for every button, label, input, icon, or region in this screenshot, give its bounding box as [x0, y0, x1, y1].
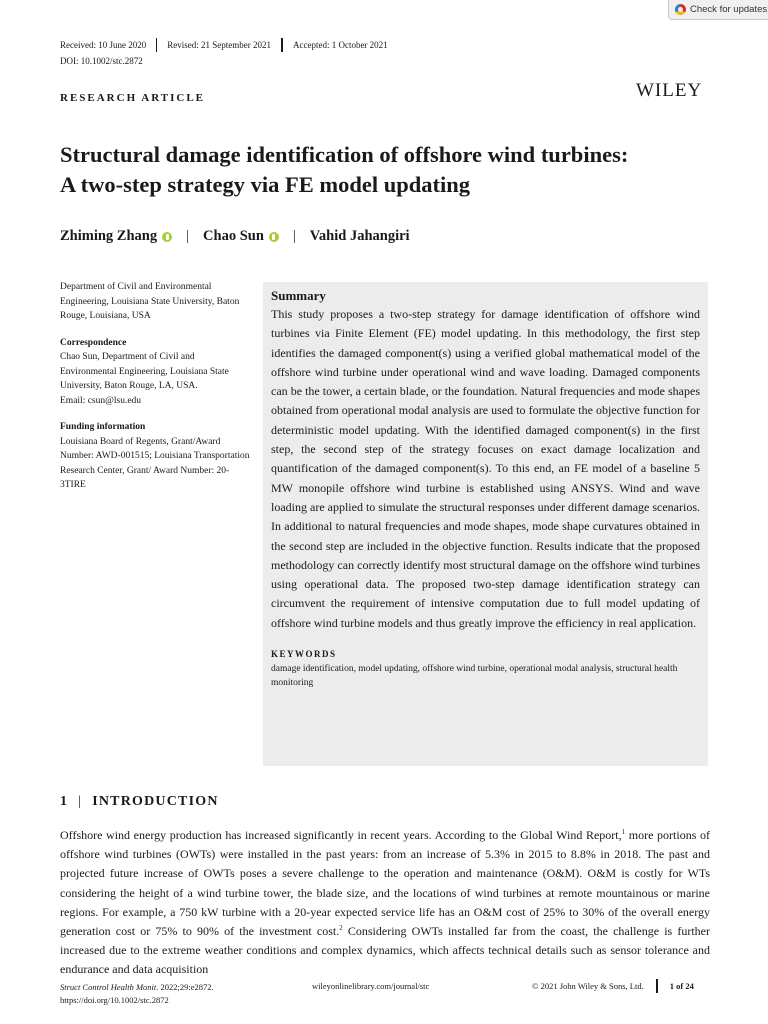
intro-text-part: more portions of offshore wind turbines (OWTs) were installed in the past years: from an increase of 5.3% in 2015 to 8.8% in 2018. The past and projected future increase of OWTs poses a severe challenge to the operation and maintenance (O&M). O&M is costly for WTs considering the height of a wind turbine tower, the blade size, and the locations of wind turbines at remote mountainous or marine regions. For example, a 750 kW turbine with a 20-year expected service life has an O&M cost of 25% to 30% of the overall energy generation cost or 75% to 90% of the investment cost. — [60, 828, 710, 939]
summary-heading: Summary — [271, 288, 326, 303]
funding-text: Louisiana Board of Regents, Grant/Award Number: AWD-001515; Louisiana Transportation Research Center, Grant/ Award Number: 20-3TIRE — [60, 436, 250, 490]
orcid-icon[interactable] — [162, 232, 172, 242]
keywords-heading: KEYWORDS — [271, 649, 337, 660]
article-title — [60, 140, 720, 200]
footer-right — [532, 979, 694, 993]
author-separator: | — [186, 228, 190, 244]
author-info-column — [60, 280, 250, 505]
author-name[interactable]: Zhiming Zhang — [60, 228, 158, 244]
check-for-updates-label: Check for updates — [690, 4, 768, 15]
section-title: INTRODUCTION — [92, 794, 219, 809]
abstract-text: This study proposes a two-step strategy for damage identification of offshore wind turbines via Finite Element (FE) model updating. In this methodology, the first step identifies the damaged component(s) using a verified global mathematical model of the offshore wind turbine under operational wind and wave loading. Damaged components can be the tower, a certain blade, or the foundation. Natural frequencies and mode shapes obtained from operational modal analysis are used to formulate the objective function for deterministic model updating. With the identified damaged component(s) in the first step, the second step of the strategy focuses on exact damage localization and quantification of the damaged component(s). To this end, an FE model of a baseline 5 MW monopile offshore wind turbine is established using ANSYS. Wind and wave loading are applied to simulate the structural responses under different damage scenarios. In additional to natural frequencies and mode shapes, mode shape curvatures obtained in the second step are included in the objective function. Results indicate that the proposed methodology can correctly identify most structural damage on the offshore wind turbines using operational data. The proposed two-step damage identification strategy can circumvent the requirement of intensive computation due to full model updating of offshore wind turbine models and thus greatly improve the efficiency in real application. — [271, 307, 700, 630]
journal-abbrev: Struct Control Health Monit. — [60, 982, 159, 992]
funding-heading: Funding information — [60, 422, 146, 432]
author-list — [60, 228, 410, 245]
author-name[interactable]: Vahid Jahangiri — [309, 228, 410, 244]
introduction-paragraph — [60, 826, 710, 980]
footer-citation — [60, 981, 214, 1007]
doi: DOI: 10.1002/stc.2872 — [60, 56, 143, 66]
correspondence — [60, 336, 250, 409]
received-date: Received: 10 June 2020 — [60, 40, 147, 50]
copyright: © 2021 John Wiley & Sons, Ltd. — [532, 981, 644, 991]
check-for-updates-badge[interactable] — [668, 0, 768, 20]
correspondence-heading: Correspondence — [60, 337, 127, 348]
funding — [60, 420, 250, 493]
section-number: 1 — [60, 794, 69, 809]
author-separator: | — [292, 228, 296, 244]
section-heading-introduction — [60, 794, 219, 810]
article-type: RESEARCH ARTICLE — [60, 92, 206, 104]
accepted-date: Accepted: 1 October 2021 — [281, 38, 398, 52]
intro-text-part: Offshore wind energy production has increased significantly in recent years. According to the Global Wind Report, — [60, 828, 622, 842]
intro-text-part: Considering OWTs installed far from the coast, the challenge is further increased due to the extreme weather conditions and complex dynamics, which affects technical details such as sensor tolerance and endurance and data acquisition — [60, 924, 710, 977]
article-history — [60, 38, 398, 52]
title-line-1: Structural damage identification of offshore wind turbines: — [60, 142, 629, 167]
keywords-list: damage identification, model updating, offshore wind turbine, operational modal analysis, structural health monitoring — [271, 664, 678, 689]
title-line-2: A two-step strategy via FE model updating — [60, 172, 470, 197]
footer-site-link[interactable]: wileyonlinelibrary.com/journal/stc — [312, 981, 430, 991]
affiliation: Department of Civil and Environmental Engineering, Louisiana State University, Baton Rouge, Louisiana, USA — [60, 282, 240, 321]
correspondence-email[interactable]: Email: csun@lsu.edu — [60, 395, 142, 406]
reference-link[interactable]: 1 — [621, 828, 626, 836]
author-name[interactable]: Chao Sun — [203, 228, 264, 244]
crossmark-icon — [675, 4, 686, 15]
orcid-icon[interactable] — [269, 232, 279, 242]
footer-doi-link[interactable]: https://doi.org/10.1002/stc.2872 — [60, 995, 169, 1005]
page-number: 1 of 24 — [656, 979, 694, 993]
reference-link[interactable]: 2 — [339, 924, 343, 933]
correspondence-text: Chao Sun, Department of Civil and Environmental Engineering, Louisiana State University, Baton Rouge, LA, USA. — [60, 352, 229, 391]
summary-box — [263, 282, 708, 766]
section-bar: | — [78, 794, 83, 809]
publisher-logo: WILEY — [636, 80, 703, 101]
revised-date: Revised: 21 September 2021 — [156, 38, 281, 52]
journal-volume: 2022;29:e2872. — [158, 982, 214, 992]
